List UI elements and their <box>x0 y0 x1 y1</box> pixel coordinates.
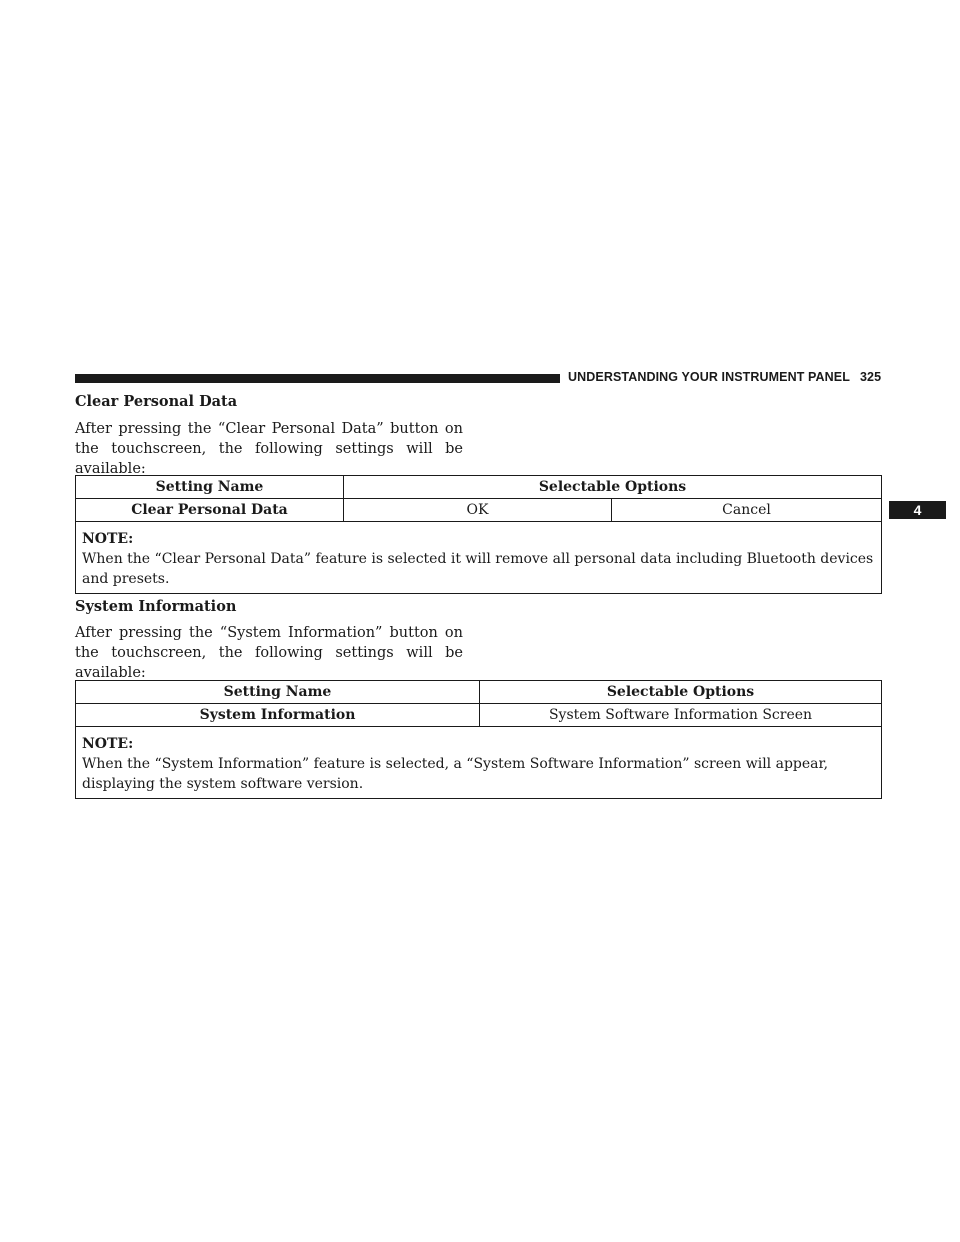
note-label: NOTE: <box>82 531 134 547</box>
option-ok: OK <box>344 499 612 522</box>
note-text: When the “Clear Personal Data” feature is selected it will remove all personal data including Bluetooth devices and presets. <box>82 551 874 587</box>
table-row <box>76 704 882 727</box>
column-header-setting-name: Setting Name <box>76 476 344 499</box>
running-header <box>568 370 881 384</box>
table-row <box>76 499 882 522</box>
settings-table-system-information <box>75 680 882 799</box>
setting-name-cell: System Information <box>76 704 480 727</box>
note-label: NOTE: <box>82 736 134 752</box>
section-heading-clear-personal-data: Clear Personal Data <box>75 393 238 410</box>
note-cell <box>76 522 882 594</box>
table-header-row <box>76 681 882 704</box>
settings-table-clear-personal-data <box>75 475 882 594</box>
note-row <box>76 522 882 594</box>
option-cancel: Cancel <box>612 499 882 522</box>
section-intro-system-information: After pressing the “System Information” button on the touchscreen, the following settings will be available: <box>75 625 463 681</box>
column-header-selectable-options: Selectable Options <box>344 476 882 499</box>
setting-name-cell: Clear Personal Data <box>76 499 344 522</box>
column-header-selectable-options: Selectable Options <box>480 681 882 704</box>
page-number: 325 <box>859 370 882 384</box>
header-rule <box>75 374 560 383</box>
column-header-setting-name: Setting Name <box>76 681 480 704</box>
chapter-tab: 4 <box>889 501 946 519</box>
note-text: When the “System Information” feature is selected, a “System Software Information” screen will appear, displaying the system software version. <box>82 756 829 792</box>
note-cell <box>76 727 882 799</box>
section-heading-system-information: System Information <box>75 598 237 615</box>
option-system-software-information-screen: System Software Information Screen <box>480 704 882 727</box>
table-header-row <box>76 476 882 499</box>
note-row <box>76 727 882 799</box>
running-header-title: UNDERSTANDING YOUR INSTRUMENT PANEL <box>568 370 850 384</box>
section-intro-clear-personal-data: After pressing the “Clear Personal Data” button on the touchscreen, the following settings will be available: <box>75 421 463 477</box>
